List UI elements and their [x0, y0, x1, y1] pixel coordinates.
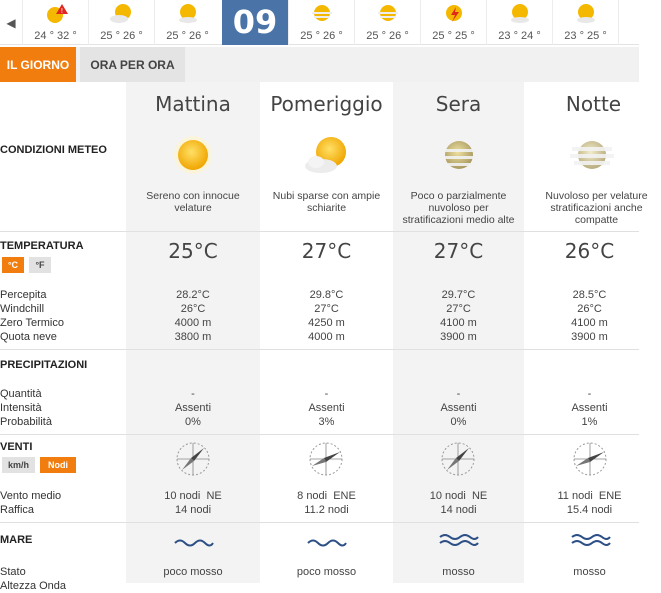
- day-temps: 25 ° 26 °: [166, 30, 209, 42]
- gust-value: 14 nodi: [174, 504, 212, 516]
- wind-compass-icon: [572, 441, 608, 477]
- period-title: Sera: [435, 92, 482, 116]
- perceived-value: 29.8°C: [309, 289, 344, 301]
- sea-state-value: poco mosso: [163, 566, 223, 578]
- gust-value: 15.4 nodi: [566, 504, 613, 516]
- day-item[interactable]: [420, 0, 486, 45]
- sun-cloud-icon: [175, 2, 201, 24]
- quantita-value: -: [191, 388, 195, 400]
- wind-value: 10 nodi NE: [164, 490, 222, 502]
- label-quota-neve: Quota neve: [0, 331, 57, 343]
- wind-value: 8 nodi ENE: [297, 490, 356, 502]
- zero-termico-value: 4100 m: [440, 317, 477, 329]
- rough-wave-icon: [570, 532, 610, 550]
- perceived-value: 28.2°C: [176, 289, 210, 301]
- forecast-table: [0, 82, 648, 592]
- sea-state-value: mosso: [573, 566, 606, 578]
- sun-cloud-icon: [507, 2, 533, 24]
- day-item-partial[interactable]: [618, 0, 639, 45]
- period-description: Sereno con innocue velature: [146, 190, 240, 214]
- windchill-value: 27°C: [314, 303, 339, 315]
- day-temps: 23 ° 25 °: [564, 30, 607, 42]
- period-description: Poco o parzialmente nuvoloso per stratificazioni medio alte: [402, 190, 515, 226]
- calm-wave-icon: [173, 534, 213, 552]
- gust-value: 14 nodi: [440, 504, 477, 516]
- label-percepita: Percepita: [0, 289, 47, 301]
- probabilita-value: 0%: [450, 416, 467, 428]
- quota-neve-value: 4000 m: [308, 331, 345, 343]
- quantita-value: -: [456, 388, 461, 400]
- day-item[interactable]: [486, 0, 552, 45]
- rough-wave-icon: [438, 532, 478, 550]
- windchill-value: 26°C: [180, 303, 206, 315]
- tab-il-giorno[interactable]: IL GIORNO: [0, 47, 76, 82]
- day-temps: 25 ° 25 °: [432, 30, 475, 42]
- label-quantita: Quantità: [0, 388, 42, 400]
- sun-cloud-icon: [301, 132, 353, 178]
- tab-ora-per-ora[interactable]: ORA PER ORA: [80, 47, 185, 82]
- perceived-value: 29.7°C: [441, 289, 476, 301]
- label-altezza-onda: Altezza Onda: [0, 580, 67, 592]
- sun-storm-icon: [441, 2, 467, 24]
- day-temps: 23 ° 24 °: [498, 30, 541, 42]
- windchill-value: 26°C: [577, 303, 602, 315]
- zero-termico-value: 4100 m: [571, 317, 608, 329]
- gust-value: 11.2 nodi: [304, 504, 349, 516]
- day-item-selected[interactable]: [222, 0, 288, 45]
- day-item[interactable]: [552, 0, 618, 45]
- label-vento-medio: Vento medio: [0, 490, 62, 502]
- day-temps: 24 ° 32 °: [34, 30, 77, 42]
- hazy-sun-icon: [433, 132, 485, 178]
- label-probabilita: Probabilità: [0, 416, 52, 428]
- quota-neve-value: 3900 m: [440, 331, 477, 343]
- divider: [0, 231, 639, 232]
- zero-termico-value: 4250 m: [308, 317, 345, 329]
- sea-state-value: mosso: [442, 566, 475, 578]
- divider: [0, 522, 639, 523]
- intensita-value: Assenti: [440, 402, 477, 414]
- label-zero-termico: Zero Termico: [0, 317, 64, 329]
- day-temps: 25 ° 26 °: [300, 30, 343, 42]
- quantita-value: -: [587, 388, 592, 400]
- intensita-value: Assenti: [571, 402, 608, 414]
- label-temperatura: TEMPERATURA: [0, 240, 84, 252]
- label-intensita: Intensità: [0, 402, 42, 414]
- svg-text:!: !: [60, 7, 63, 15]
- label-stato: Stato: [0, 566, 26, 578]
- wind-compass-icon: [440, 441, 476, 477]
- probabilita-value: 3%: [318, 416, 335, 428]
- sun-alert-icon: [43, 2, 69, 24]
- view-tabs: [0, 47, 639, 82]
- divider: [0, 434, 639, 435]
- period-title: Pomeriggio: [270, 92, 383, 116]
- zero-termico-value: 4000 m: [174, 317, 212, 329]
- unit-fahrenheit-toggle[interactable]: °F: [29, 257, 51, 273]
- day-item[interactable]: [22, 0, 88, 45]
- wind-compass-icon: [175, 441, 211, 477]
- probabilita-value: 1%: [581, 416, 598, 428]
- unit-kmh-toggle[interactable]: km/h: [2, 457, 35, 473]
- windchill-value: 27°C: [446, 303, 471, 315]
- label-precipitazioni: PRECIPITAZIONI: [0, 359, 88, 371]
- hazy-moon-icon: [566, 132, 618, 178]
- period-title: Mattina: [155, 92, 231, 116]
- label-mare: MARE: [0, 534, 33, 546]
- wind-value: 10 nodi NE: [429, 490, 488, 502]
- sun-cloud-icon: [109, 2, 135, 24]
- temp-value: 25°C: [168, 239, 218, 263]
- perceived-value: 28.5°C: [572, 289, 607, 301]
- quota-neve-value: 3800 m: [174, 331, 212, 343]
- sun-fog-icon: [309, 2, 335, 24]
- temp-value: 27°C: [301, 239, 352, 263]
- quota-neve-value: 3900 m: [571, 331, 608, 343]
- prev-arrow-icon[interactable]: ◀: [6, 15, 16, 30]
- sunny-icon: [167, 132, 219, 178]
- intensita-value: Assenti: [174, 402, 212, 414]
- day-strip: [0, 0, 639, 45]
- temp-value: 27°C: [433, 239, 484, 263]
- unit-celsius-toggle[interactable]: °C: [2, 257, 24, 273]
- probabilita-value: 0%: [185, 416, 201, 428]
- label-windchill: Windchill: [0, 303, 45, 315]
- wind-compass-icon: [308, 441, 344, 477]
- period-description: Nubi sparse con ampie schiarite: [272, 190, 381, 214]
- wind-value: 11 nodi ENE: [557, 490, 622, 502]
- sun-fog-icon: [375, 2, 401, 24]
- label-condizioni-meteo: CONDIZIONI METEO: [0, 144, 107, 156]
- day-temps: 25 ° 26 °: [366, 30, 409, 42]
- selected-day-number: 09: [232, 3, 278, 41]
- day-item[interactable]: [88, 0, 154, 45]
- day-item[interactable]: [154, 0, 220, 45]
- intensita-value: Assenti: [308, 402, 345, 414]
- label-raffica: Raffica: [0, 504, 35, 516]
- unit-nodi-toggle[interactable]: Nodi: [40, 457, 76, 473]
- divider: [0, 349, 639, 350]
- quantita-value: -: [324, 388, 329, 400]
- period-title: Notte: [565, 92, 622, 116]
- period-description: Nuvoloso per velature stratificazioni anche compatte: [545, 190, 648, 226]
- temp-value: 26°C: [564, 239, 615, 263]
- sea-state-value: poco mosso: [296, 566, 357, 578]
- calm-wave-icon: [306, 534, 346, 552]
- day-temps: 25 ° 26 °: [100, 30, 143, 42]
- day-item[interactable]: [354, 0, 420, 45]
- label-venti: VENTI: [0, 441, 33, 453]
- day-item[interactable]: [288, 0, 354, 45]
- sun-cloud-icon: [573, 2, 599, 24]
